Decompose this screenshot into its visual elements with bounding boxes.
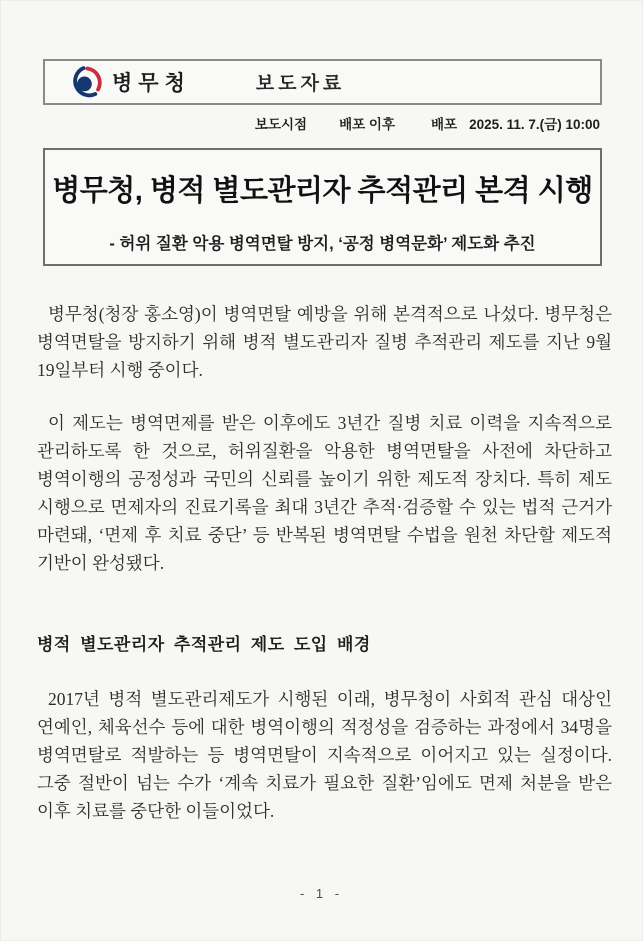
release-info-row [255, 113, 600, 133]
distribution-label: 배포 [431, 117, 458, 132]
headline: 병무청, 병적 별도관리자 추적관리 본격 시행 [52, 175, 593, 207]
paragraph-system-detail: 이 제도는 병역면제를 받은 이후에도 3년간 질병 치료 이력을 지속적으로 관리하도록 한 것으로, 허위질환을 악용한 병역면탈을 사전에 차단하고 병역이행의 공정성과 국민의 신뢰를 높이기 위한 제도적 장치다. 특히 제도 시행으로 면제자의 진료기록을 최대 3년간 추적·검증할 수 있는 법적 근거가 마련돼, ‘면제 후 치료 중단’ 등 반복된 병역면탈 수법을 원천 차단할 제도적 기반이 완성됐다. [37, 413, 612, 573]
page-number: - 1 - [299, 886, 344, 901]
agency-name: 병무청 [112, 72, 191, 95]
title-box [43, 148, 602, 266]
government-emblem-icon [67, 65, 104, 100]
subheadline: - 허위 질환 악용 병역면탈 방지, ‘공정 병역문화’ 제도화 추진 [109, 235, 536, 253]
paragraph-background: 2017년 병적 별도관리제도가 시행된 이래, 병무청이 사회적 관심 대상인 연예인, 체육선수 등에 대한 병역이행의 적정성을 검증하는 과정에서 34명을 병역면탈로 적발하는 등 병역면탈이 지속적으로 이어지고 있는 실정이다. 그중 절반이 넘는 수가 ‘계속 치료가 필요한 질환’임에도 면제 처분을 받은 이후 치료를 중단한 이들이었다. [37, 689, 612, 821]
doc-type-label: 보도자료 [255, 73, 346, 95]
paragraph-lead: 병무청(청장 홍소영)이 병역면탈 예방을 위해 본격적으로 나섰다. 병무청은 병역면탈을 방지하기 위해 병적 별도관리자 질병 추적관리 제도를 지난 9월 19일부터 시행 중이다. [37, 304, 612, 380]
agency-logo-group [67, 61, 191, 103]
section-heading: 병적 별도관리자 추적관리 제도 도입 배경 [37, 635, 371, 654]
header-box [43, 59, 602, 105]
release-time-value: 배포 이후 [339, 117, 396, 132]
release-time-label: 보도시점 [254, 117, 308, 132]
distribution-datetime: 2025. 11. 7.(금) 10:00 [469, 117, 600, 132]
